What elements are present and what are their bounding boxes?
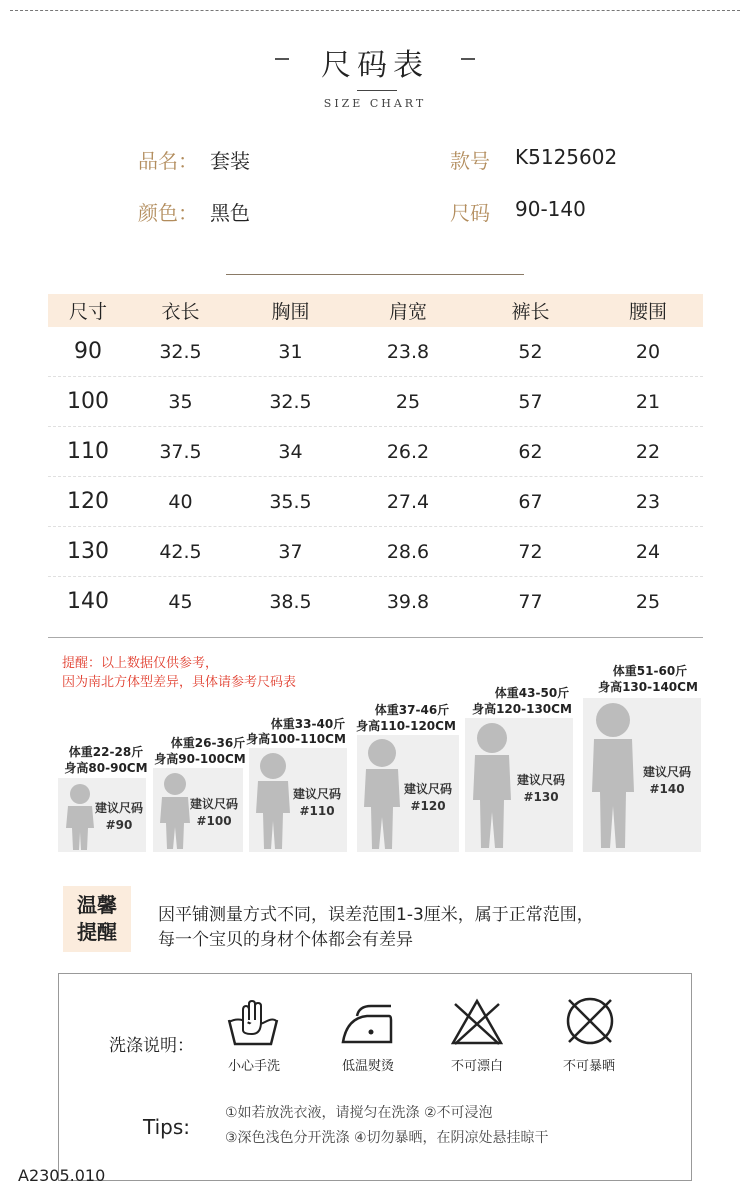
table-bottom-rule [48, 637, 703, 638]
header-length: 衣长 [161, 301, 200, 323]
cell-chest: 35.5 [269, 490, 312, 513]
cell-pants-length: 72 [518, 540, 543, 563]
kid-card-130 [465, 718, 573, 852]
cell-pants-length: 67 [518, 490, 543, 513]
warm-tip-badge [63, 886, 131, 952]
cell-chest: 37 [278, 540, 303, 563]
care-instructions-box [58, 973, 692, 1181]
size-table-header [48, 294, 703, 327]
kid-height-100: 身高90-100CM [154, 752, 246, 766]
care-title: 洗涤说明： [109, 1036, 194, 1056]
table-row [48, 327, 703, 377]
tips-line-1: ①如若放洗衣液，请搅匀在洗涤 ②不可浸泡 [225, 1105, 493, 1121]
care-label-no-tumble-dry: 不可暴晒 [562, 1059, 615, 1074]
kid-code-110: #110 [299, 804, 335, 818]
top-dashed-divider [10, 10, 740, 11]
product-code: A2305.010 [18, 1166, 106, 1185]
kid-advice-140: 建议尺码 [642, 765, 691, 779]
size-table [48, 294, 703, 626]
cell-shoulder: 23.8 [386, 340, 430, 363]
tips-line-2: ③深色浅色分开洗涤 ④切勿暴晒，在阴凉处悬挂晾干 [225, 1130, 549, 1146]
product-name-value: 套装 [210, 149, 250, 173]
cell-length: 40 [168, 490, 193, 513]
cell-length: 32.5 [159, 340, 202, 363]
kid-advice-120: 建议尺码 [403, 782, 452, 796]
care-label-iron-low: 低温熨烫 [341, 1059, 394, 1074]
cell-chest: 31 [278, 340, 303, 363]
table-row [48, 527, 703, 577]
table-row [48, 377, 703, 427]
tips-label: Tips: [143, 1115, 191, 1139]
kid-advice-90: 建议尺码 [94, 801, 143, 815]
cell-waist: 24 [635, 540, 661, 563]
size-range-value: 90-140 [515, 197, 586, 221]
cell-pants-length: 57 [518, 390, 543, 413]
warm-tip-label-1: 温馨 [77, 893, 117, 917]
cell-length: 42.5 [159, 540, 202, 563]
header-chest: 胸围 [271, 301, 310, 323]
table-row [48, 477, 703, 527]
cell-pants-length: 52 [518, 340, 543, 363]
cell-shoulder: 25 [395, 390, 421, 413]
cell-waist: 23 [635, 490, 661, 513]
header-pants-length: 裤长 [511, 301, 550, 323]
header-size: 尺寸 [68, 301, 107, 323]
iron-low-icon [337, 1004, 399, 1046]
header-waist: 腰围 [628, 301, 667, 323]
cell-chest: 34 [278, 440, 303, 463]
cell-size: 100 [67, 389, 109, 414]
style-number-value: K5125602 [515, 145, 618, 169]
kid-card-120 [357, 735, 459, 852]
kid-height-90: 身高80-90CM [64, 761, 148, 775]
warm-tip-label-2: 提醒 [77, 920, 117, 944]
cell-length: 35 [168, 390, 193, 413]
kid-advice-100: 建议尺码 [189, 797, 238, 811]
kid-code-140: #140 [649, 782, 685, 796]
kid-code-130: #130 [523, 790, 559, 804]
header-shoulder: 肩宽 [388, 301, 427, 323]
kid-card-110 [249, 748, 347, 852]
kid-weight-140: 体重51-60斤 [612, 664, 688, 678]
size-range-label: 尺码 [450, 201, 490, 225]
product-name-label: 品名： [138, 149, 198, 173]
cell-shoulder: 27.4 [386, 490, 430, 513]
hand-wash-icon [225, 1000, 281, 1048]
color-value: 黑色 [210, 201, 250, 225]
kid-height-120: 身高110-120CM [356, 719, 456, 733]
care-label-hand-wash: 小心手洗 [227, 1059, 280, 1074]
kid-height-110: 身高100-110CM [246, 732, 346, 746]
no-tumble-dry-icon [563, 994, 617, 1048]
cell-waist: 25 [635, 590, 661, 613]
kid-weight-90: 体重22-28斤 [68, 745, 144, 759]
table-row [48, 577, 703, 626]
page-title: 尺码表 [321, 48, 429, 83]
kid-card-100 [153, 768, 243, 852]
kid-code-120: #120 [410, 799, 446, 813]
kid-height-130: 身高120-130CM [472, 702, 572, 716]
kid-weight-120: 体重37-46斤 [374, 703, 450, 717]
reminder-line-2: 因为南北方体型差异，具体请参考尺码表 [62, 675, 297, 690]
warm-tip-line-1: 因平铺测量方式不同，误差范围1-3厘米，属于正常范围， [158, 905, 594, 925]
cell-chest: 32.5 [269, 390, 312, 413]
care-label-no-bleach: 不可漂白 [450, 1059, 503, 1074]
table-row [48, 427, 703, 477]
kid-code-90: #90 [105, 818, 133, 832]
kid-code-100: #100 [196, 814, 232, 828]
cell-shoulder: 26.2 [386, 440, 430, 463]
cell-size: 140 [67, 589, 109, 614]
cell-shoulder: 39.8 [386, 590, 430, 613]
kid-card-140 [583, 698, 701, 852]
cell-size: 90 [74, 339, 102, 364]
no-bleach-icon [451, 998, 503, 1046]
kid-height-140: 身高130-140CM [598, 680, 698, 694]
cell-pants-length: 62 [518, 440, 543, 463]
kid-advice-110: 建议尺码 [292, 787, 341, 801]
kid-weight-100: 体重26-36斤 [170, 736, 246, 750]
title-right-dash [461, 58, 475, 60]
cell-waist: 20 [635, 340, 661, 363]
title-underline [357, 90, 397, 91]
cell-length: 37.5 [159, 440, 202, 463]
cell-chest: 38.5 [269, 590, 312, 613]
cell-size: 120 [67, 489, 109, 514]
info-separator [226, 274, 524, 275]
color-label: 颜色： [138, 201, 198, 225]
cell-length: 45 [168, 590, 193, 613]
reminder-line-1: 提醒：以上数据仅供参考， [62, 656, 219, 671]
cell-size: 130 [67, 539, 109, 564]
style-number-label: 款号 [450, 149, 490, 173]
cell-pants-length: 77 [518, 590, 543, 613]
kid-advice-130: 建议尺码 [516, 773, 565, 787]
cell-waist: 22 [635, 440, 661, 463]
kid-card-90 [58, 778, 146, 852]
kid-weight-130: 体重43-50斤 [494, 686, 570, 700]
warm-tip-line-2: 每一个宝贝的身材个体都会有差异 [158, 930, 413, 950]
page-subtitle: SIZE CHART [323, 97, 427, 110]
kid-weight-110: 体重33-40斤 [270, 717, 346, 731]
cell-size: 110 [67, 439, 109, 464]
cell-waist: 21 [635, 390, 661, 413]
cell-shoulder: 28.6 [386, 540, 430, 563]
